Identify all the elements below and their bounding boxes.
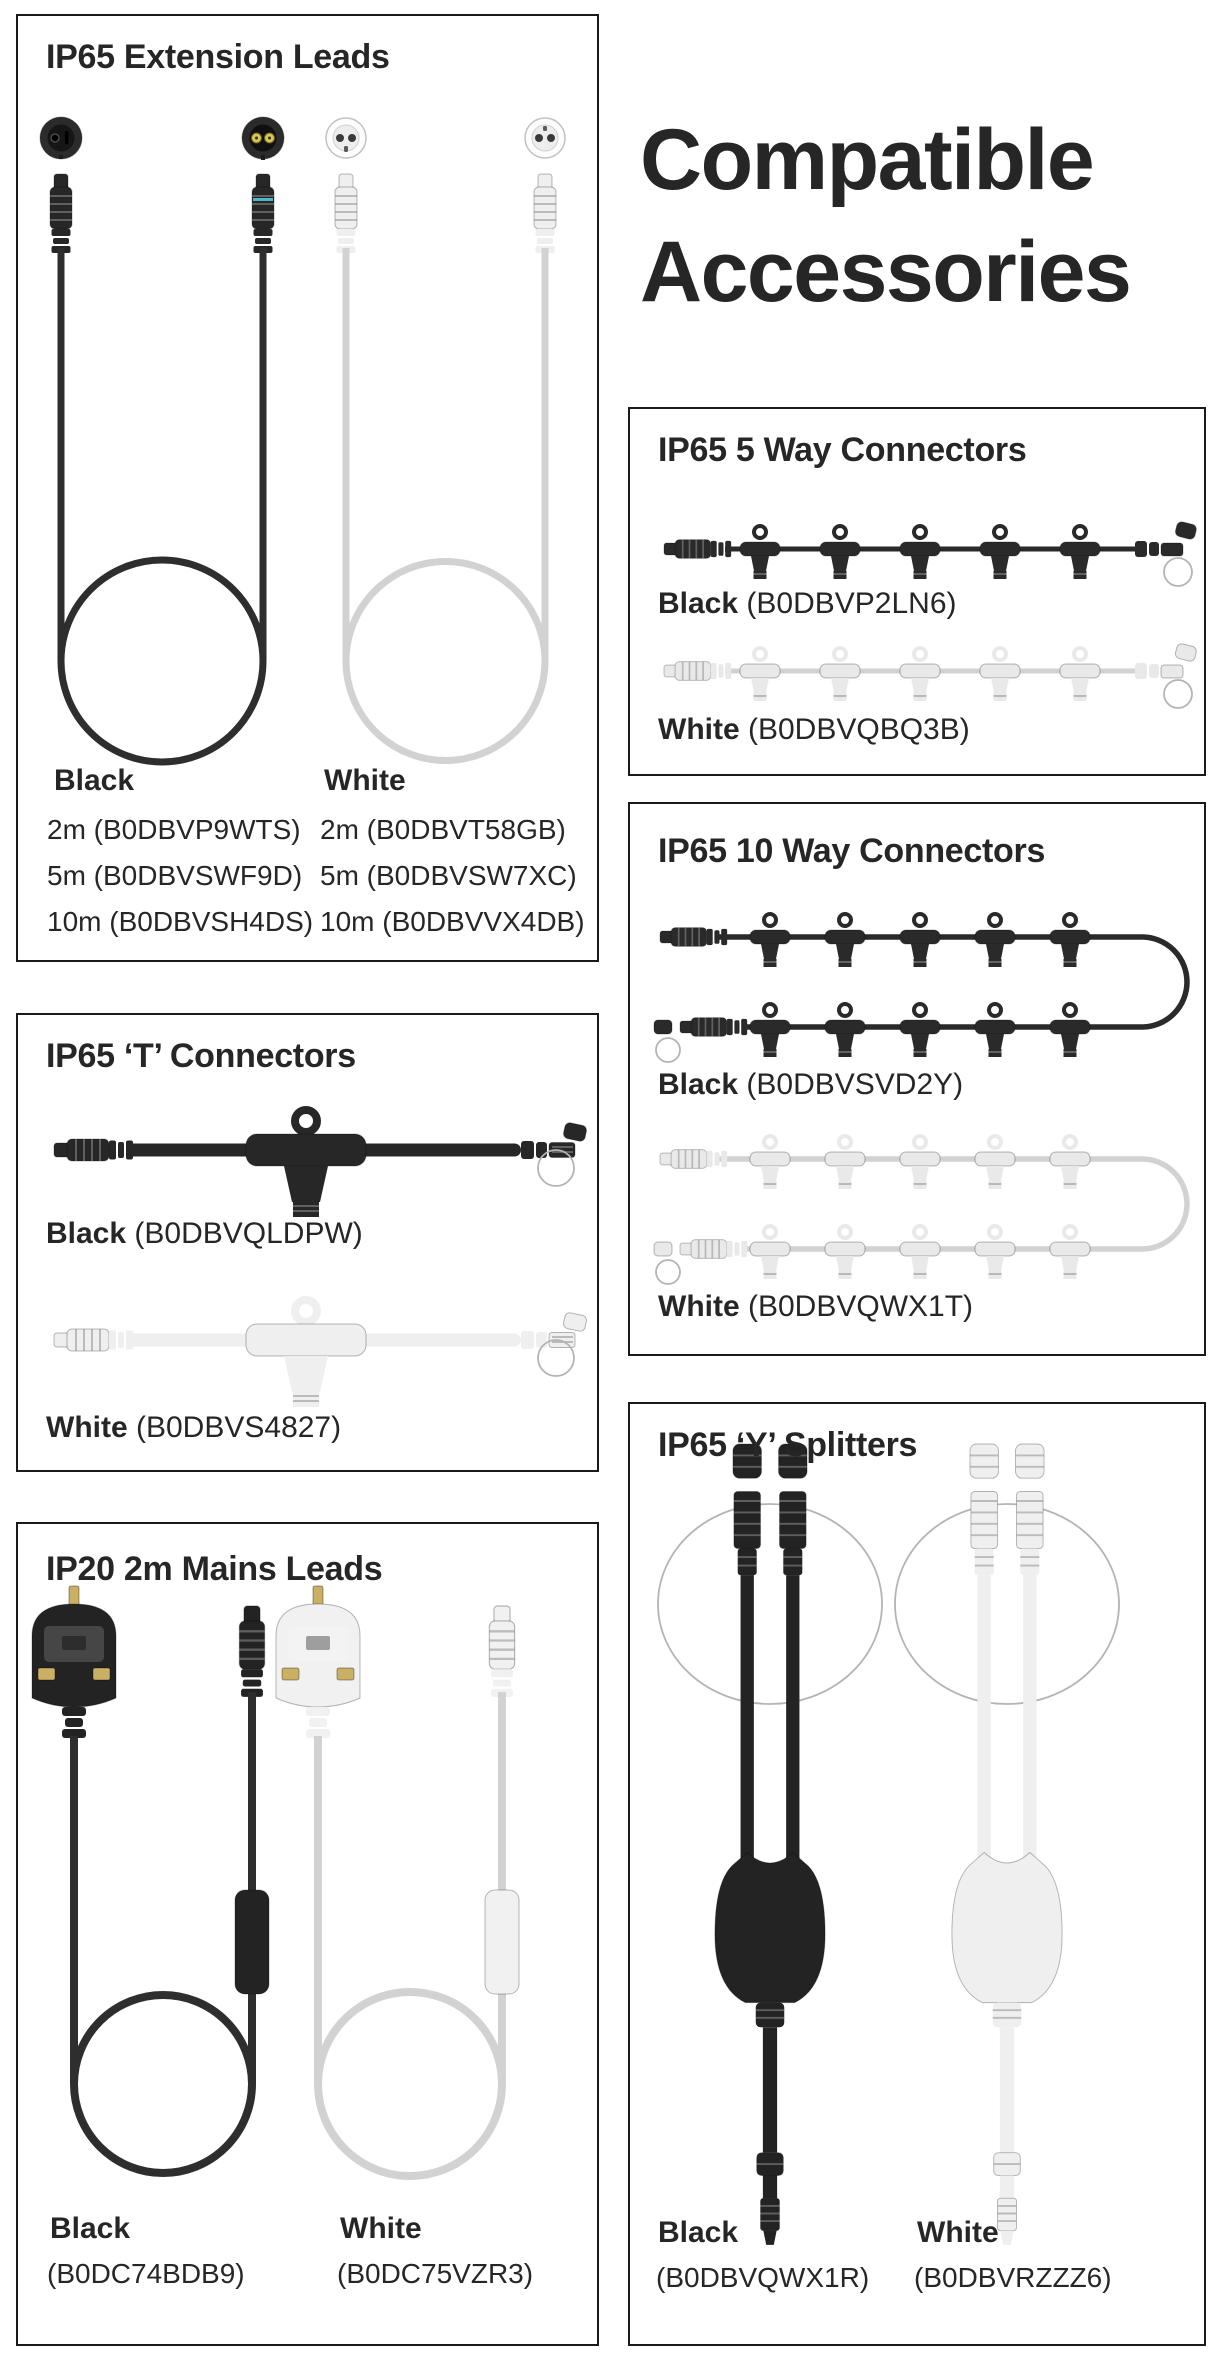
y-splitters-panel — [628, 1402, 1206, 2346]
mains-leads-panel — [16, 1522, 599, 2346]
panel-title: IP65 ‘T’ Connectors — [46, 1037, 356, 1075]
ten-way-connectors-panel — [628, 802, 1206, 1356]
panel-title: IP65 Extension Leads — [46, 38, 390, 76]
variant-row: 5m (B0DBVSW7XC) — [320, 860, 577, 891]
variant-row: 5m (B0DBVSWF9D) — [47, 860, 303, 891]
product-code: (B0DBVSVD2Y) — [746, 1068, 964, 1101]
white-item-label — [658, 1290, 973, 1324]
black-item-name: Black — [50, 2212, 131, 2245]
t-connector-white — [54, 1300, 587, 1407]
inline-controller-icon — [485, 1890, 519, 1994]
extension-leads-panel — [16, 14, 599, 962]
extension-lead-white — [326, 118, 565, 761]
connector-face-male-icon — [525, 118, 565, 158]
color-name: Black — [658, 1068, 739, 1101]
product-code: (B0DBVQBQ3B) — [748, 713, 970, 746]
ten-way-white — [654, 1136, 1187, 1284]
variant-row: 2m (B0DBVT58GB) — [320, 814, 566, 845]
product-code: (B0DBVQLDPW) — [134, 1217, 363, 1250]
mains-lead-white — [276, 1586, 519, 2176]
t-connectors-panel — [16, 1013, 599, 1472]
five-way-black — [664, 521, 1197, 586]
variant-row: 2m (B0DBVP9WTS) — [47, 814, 301, 845]
black-item-label — [46, 1217, 363, 1251]
panel-title: IP20 2m Mains Leads — [46, 1550, 383, 1588]
white-item-code: (B0DC75VZR3) — [337, 2258, 534, 2289]
y-splitter-black — [658, 1444, 882, 2245]
mains-lead-black — [32, 1586, 269, 2173]
color-name: White — [658, 1290, 740, 1323]
black-item-label — [658, 587, 957, 621]
white-item-name: White — [340, 2212, 422, 2245]
black-item-name: Black — [658, 2216, 739, 2249]
y-splitter-white — [895, 1444, 1119, 2245]
white-item-code: (B0DBVRZZZ6) — [914, 2262, 1112, 2293]
color-name: White — [658, 713, 740, 746]
product-code: (B0DBVP2LN6) — [746, 587, 957, 620]
panel-title: IP65 5 Way Connectors — [658, 431, 1027, 469]
color-name: White — [46, 1411, 128, 1444]
black-column-header: Black — [54, 764, 135, 797]
white-item-label — [46, 1411, 341, 1445]
white-item-name: White — [917, 2216, 999, 2249]
product-code: (B0DBVS4827) — [136, 1411, 342, 1444]
connector-face-female-icon — [326, 118, 366, 158]
panel-title: IP65 10 Way Connectors — [658, 832, 1046, 870]
variant-row: 10m (B0DBVVX4DB) — [320, 906, 585, 937]
five-way-white — [664, 643, 1197, 708]
black-item-code: (B0DC74BDB9) — [47, 2258, 245, 2289]
inline-controller-icon — [235, 1890, 269, 1994]
page-title — [640, 104, 1130, 328]
white-column-header: White — [324, 764, 406, 797]
color-name: Black — [46, 1217, 127, 1250]
black-item-code: (B0DBVQWX1R) — [656, 2262, 870, 2293]
page-title-line1: Compatible — [640, 112, 1094, 208]
page-title-line2: Accessories — [640, 224, 1131, 320]
variant-row: 10m (B0DBVSH4DS) — [47, 906, 314, 937]
panel-title: IP65 ‘Y’ Splitters — [658, 1426, 918, 1464]
product-code: (B0DBVQWX1T) — [748, 1290, 974, 1323]
black-item-label — [658, 1068, 963, 1102]
t-connector-black — [54, 1110, 587, 1217]
five-way-connectors-panel — [628, 407, 1206, 776]
connector-face-female-icon — [40, 117, 82, 159]
color-name: Black — [658, 587, 739, 620]
ten-way-black — [654, 914, 1187, 1062]
extension-lead-black — [40, 117, 284, 762]
connector-face-male-icon — [242, 117, 284, 160]
white-item-label — [658, 713, 970, 747]
y-splitters-illustration — [630, 1404, 1204, 2344]
